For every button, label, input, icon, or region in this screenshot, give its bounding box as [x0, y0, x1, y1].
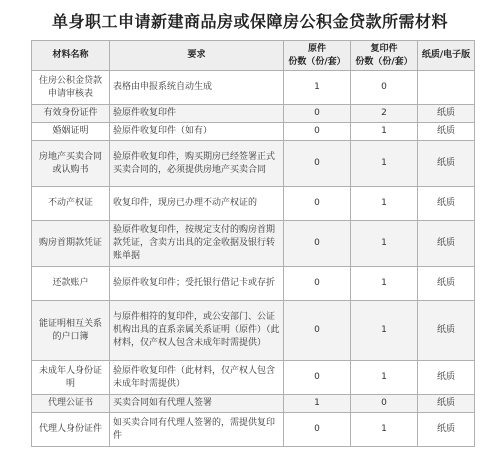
row-format: 纸质	[418, 413, 475, 447]
row-requirement: 收复印件，现房已办理不动产权证的	[110, 187, 284, 221]
row-requirement: 验原件收复印件，按规定支付的购房首期款凭证，含卖方出具的定金收据及银行转账单据	[110, 221, 284, 267]
row-format: 纸质	[418, 361, 475, 395]
row-format: 纸质	[418, 301, 475, 361]
row-name: 住房公积金贷款申请审核表	[32, 71, 110, 105]
row-copy-count: 2	[351, 105, 418, 123]
header-copy-line1: 复印件	[370, 43, 398, 54]
row-original-count: 0	[284, 221, 351, 267]
row-requirement: 买卖合同如有代理人签署	[110, 395, 284, 413]
row-copy-count: 0	[351, 71, 418, 105]
table-row	[32, 301, 475, 361]
row-format: 纸质	[418, 221, 475, 267]
header-original-line2: 份数（份/套）	[288, 56, 346, 67]
row-requirement: 验原件收复印件，购买期房已经签署正式买卖合同的，必须提供房地产买卖合同	[110, 141, 284, 187]
row-original-count: 1	[284, 71, 351, 105]
header-copy-line2: 份数（份/套）	[355, 56, 413, 67]
row-name: 不动产权证	[32, 187, 110, 221]
row-name: 代理公证书	[32, 395, 110, 413]
table-row	[32, 123, 475, 141]
row-requirement: 验原件收复印件	[110, 105, 284, 123]
row-format: 纸质	[418, 105, 475, 123]
header-format: 纸质/电子版	[418, 41, 475, 71]
header-copy-count	[351, 41, 418, 71]
row-original-count: 0	[284, 413, 351, 447]
row-name: 未成年人身份证明	[32, 361, 110, 395]
row-original-count: 0	[284, 141, 351, 187]
table-header-row	[32, 41, 475, 71]
row-format: 纸质	[418, 395, 475, 413]
row-name: 还款账户	[32, 267, 110, 301]
row-format: 纸质	[418, 267, 475, 301]
header-name: 材料名称	[32, 41, 110, 71]
row-copy-count: 1	[351, 413, 418, 447]
table-row	[32, 105, 475, 123]
row-format: 纸质	[418, 187, 475, 221]
row-original-count: 0	[284, 301, 351, 361]
table-row	[32, 395, 475, 413]
row-original-count: 0	[284, 123, 351, 141]
row-copy-count: 1	[351, 267, 418, 301]
materials-table	[31, 40, 475, 447]
row-copy-count: 0	[351, 395, 418, 413]
row-format: 纸质	[418, 123, 475, 141]
row-requirement: 表格由申报系统自动生成	[110, 71, 284, 105]
row-name: 能证明相互关系的户口簿	[32, 301, 110, 361]
row-name: 购房首期款凭证	[32, 221, 110, 267]
row-requirement: 如买卖合同有代理人签署的，需提供复印件	[110, 413, 284, 447]
row-format: 纸质	[418, 141, 475, 187]
row-original-count: 0	[284, 187, 351, 221]
table-row	[32, 71, 475, 105]
header-requirement: 要求	[110, 41, 284, 71]
row-original-count: 0	[284, 105, 351, 123]
row-copy-count: 1	[351, 221, 418, 267]
row-requirement: 验原件收复印件（此材料，仅产权人包含未成年时需提供）	[110, 361, 284, 395]
row-original-count: 1	[284, 395, 351, 413]
table-row	[32, 267, 475, 301]
row-name: 有效身份证件	[32, 105, 110, 123]
row-requirement: 验原件收复印件（如有）	[110, 123, 284, 141]
header-original-count	[284, 41, 351, 71]
header-original-line1: 原件	[307, 43, 326, 54]
row-name: 婚姻证明	[32, 123, 110, 141]
row-name: 代理人身份证件	[32, 413, 110, 447]
row-name: 房地产买卖合同或认购书	[32, 141, 110, 187]
row-copy-count: 1	[351, 187, 418, 221]
table-row	[32, 361, 475, 395]
row-copy-count: 1	[351, 361, 418, 395]
row-requirement: 验原件收复印件；受托银行借记卡或存折	[110, 267, 284, 301]
row-requirement: 与原件相符的复印件，或公安部门、公证机构出具的直系亲属关系证明（原件）（此材料，仅产权人包含未成年时需提供）	[110, 301, 284, 361]
row-copy-count: 1	[351, 123, 418, 141]
row-format	[418, 71, 475, 105]
table-row	[32, 221, 475, 267]
page-title: 单身职工申请新建商品房或保障房公积金贷款所需材料	[51, 12, 448, 31]
row-original-count: 0	[284, 361, 351, 395]
row-copy-count: 1	[351, 141, 418, 187]
table-row	[32, 413, 475, 447]
table-row	[32, 187, 475, 221]
row-copy-count: 1	[351, 301, 418, 361]
table-row	[32, 141, 475, 187]
row-original-count: 0	[284, 267, 351, 301]
